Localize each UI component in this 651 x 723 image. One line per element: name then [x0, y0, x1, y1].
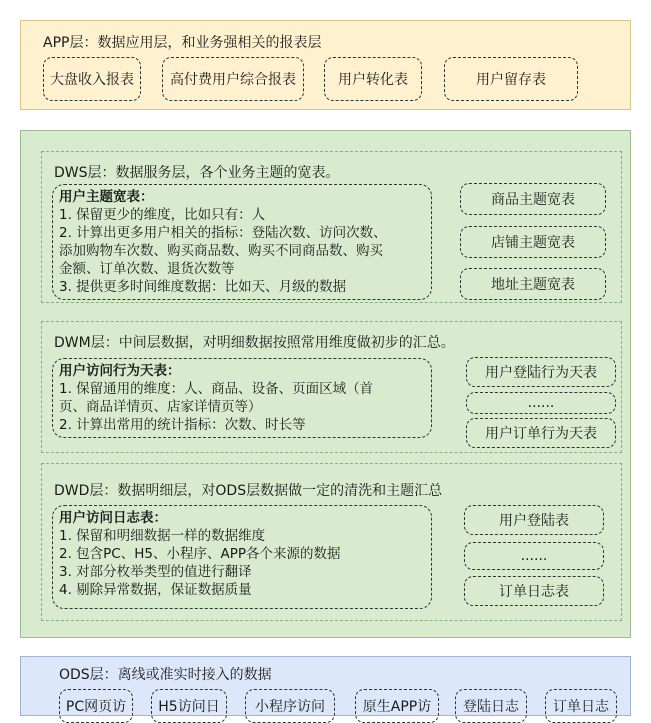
- app-report-item: 高付费用户综合报表: [162, 57, 304, 101]
- dwd-layer-title: DWD层：数据明细层，对ODS层数据做一定的清洗和主题汇总: [54, 483, 443, 499]
- dws-box-line: 2. 计算出更多用户相关的指标：登陆次数、访问次数、: [59, 225, 387, 241]
- dws-table-item: 地址主题宽表: [460, 268, 606, 300]
- dws-layer-title: DWS层：数据服务层，各个业务主题的宽表。: [54, 165, 340, 181]
- dwd-box-line: 2. 包含PC、H5、小程序、APP各个来源的数据: [59, 546, 341, 562]
- ods-source-item: PC网页访: [59, 689, 133, 723]
- dws-box-line: 1. 保留更少的维度，比如只有：人: [59, 207, 266, 223]
- app-layer-title: APP层：数据应用层，和业务强相关的报表层: [43, 35, 322, 51]
- app-report-item: 大盘收入报表: [43, 57, 141, 101]
- ods-source-item: H5访问日: [151, 689, 227, 723]
- dws-box-title: 用户主题宽表：: [59, 189, 154, 205]
- dwm-box-line: 1. 保留通用的维度：人、商品、设备、页面区域（首: [59, 381, 374, 397]
- app-report-item: 用户转化表: [324, 57, 422, 101]
- ods-source-item: 原生APP访: [355, 689, 439, 723]
- dwm-box-line: 2. 计算出常用的统计指标：次数、时长等: [59, 417, 306, 433]
- dwd-box-line: 1. 保留和明细数据一样的数据维度: [59, 528, 266, 544]
- dws-table-item: 商品主题宽表: [460, 183, 606, 215]
- app-report-item: 用户留存表: [444, 57, 578, 101]
- dwd-table-item: 订单日志表: [464, 576, 604, 606]
- dws-box-line: 金额、订单次数、退货次数等: [59, 261, 235, 277]
- dws-layer: [41, 151, 622, 303]
- data-warehouse-layer: [20, 130, 631, 638]
- ods-source-item: 登陆日志: [455, 689, 527, 723]
- dwm-box-line: 页、商品详情页、店家详情页等）: [59, 399, 262, 415]
- dws-user-topic-box: [52, 184, 432, 300]
- dwm-table-item: ......: [466, 392, 616, 414]
- dwm-layer-title: DWM层：中间层数据，对明细数据按照常用维度做初步的汇总。: [54, 335, 455, 351]
- dwd-layer: [41, 463, 622, 621]
- ods-layer-title: ODS层：离线或准实时接入的数据: [59, 667, 272, 683]
- dwd-box-line: 3. 对部分枚举类型的值进行翻译: [59, 564, 252, 580]
- dwm-table-item: 用户登陆行为天表: [466, 357, 616, 387]
- dwm-user-behavior-box: [52, 358, 432, 438]
- dwd-table-item: 用户登陆表: [464, 505, 604, 535]
- ods-layer: [20, 656, 631, 716]
- dwd-box-line: 4. 剔除异常数据，保证数据质量: [59, 582, 252, 598]
- dwd-user-log-box: [52, 505, 432, 609]
- dwm-box-title: 用户访问行为天表：: [59, 363, 181, 379]
- ods-source-item: 订单日志: [545, 689, 617, 723]
- dwd-box-title: 用户访问日志表：: [59, 510, 167, 526]
- dwm-table-item: 用户订单行为天表: [466, 418, 616, 448]
- dws-box-line: 3. 提供更多时间维度数据：比如天、月级的数据: [59, 279, 347, 295]
- dwm-layer: [41, 321, 622, 453]
- dws-table-item: 店铺主题宽表: [460, 226, 606, 258]
- dwd-table-item: ......: [464, 542, 604, 570]
- dws-box-line: 添加购物车次数、购买商品数、购买不同商品数、购买: [59, 243, 383, 259]
- app-layer: [20, 20, 631, 110]
- ods-source-item: 小程序访问: [245, 689, 335, 723]
